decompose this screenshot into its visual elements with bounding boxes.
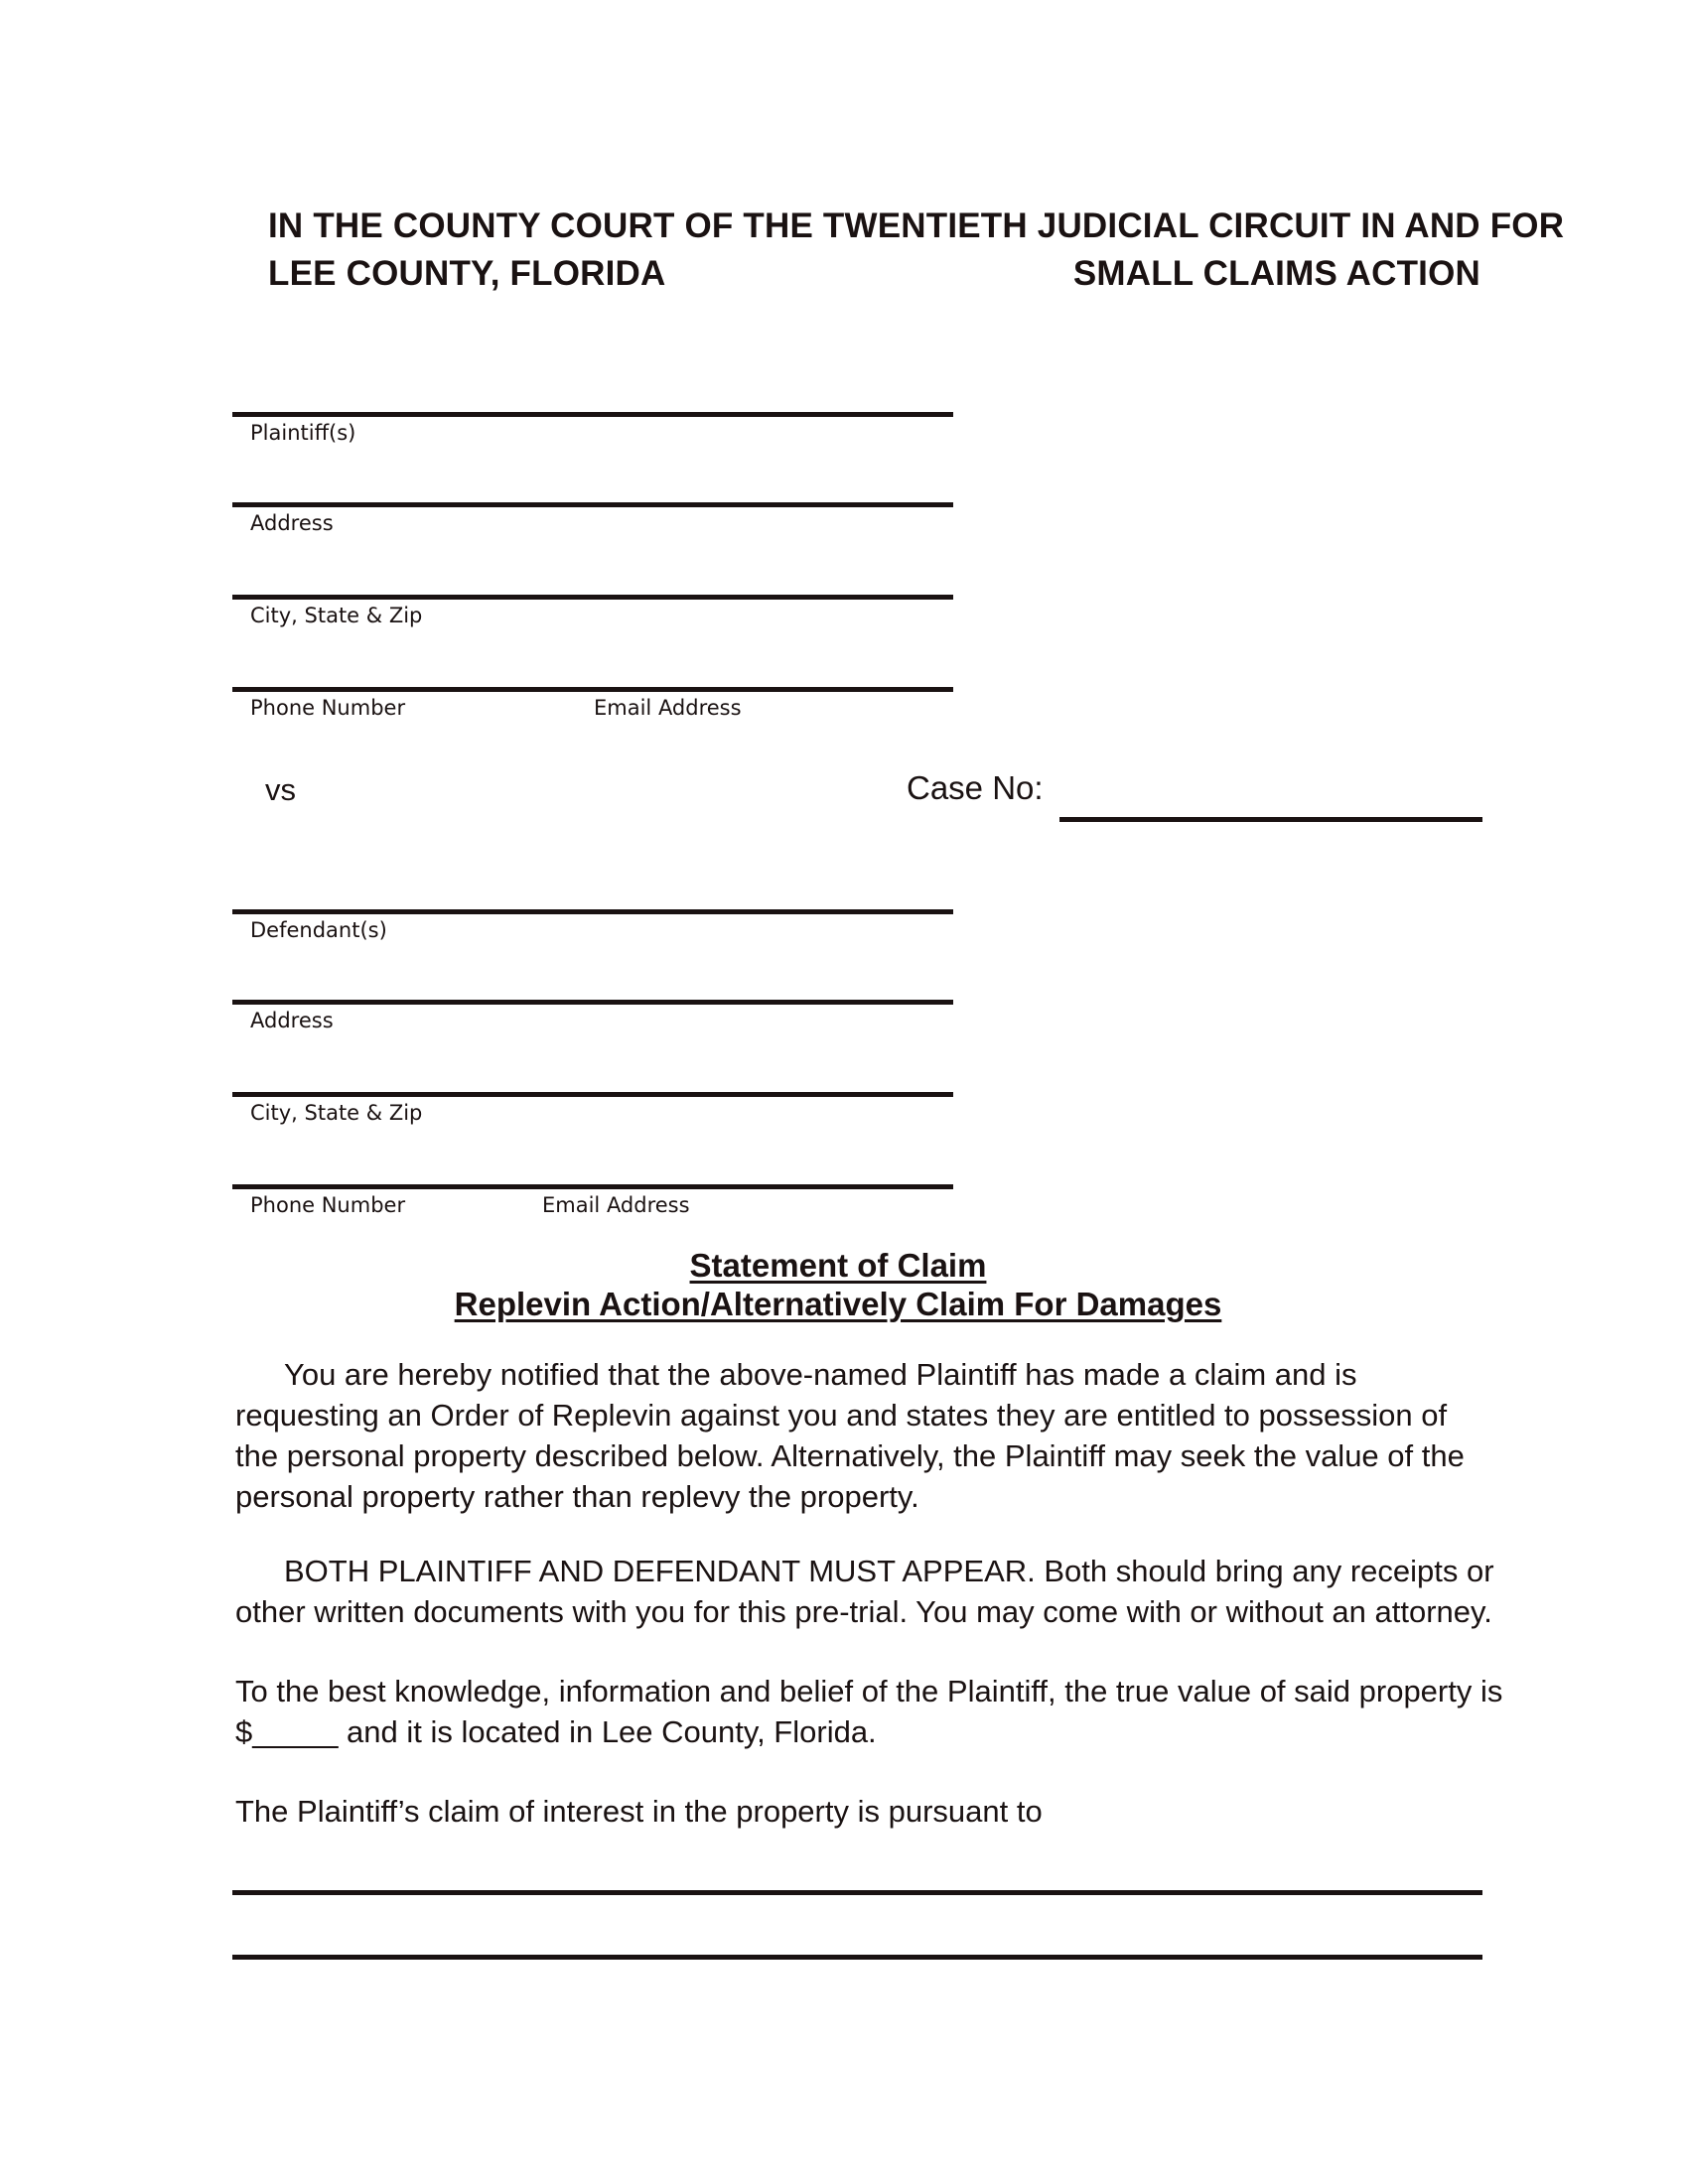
defendant-city-line[interactable] — [232, 1092, 953, 1097]
defendant-address-label: Address — [250, 1009, 334, 1032]
para2-line1: BOTH PLAINTIFF AND DEFENDANT MUST APPEAR. Both should bring any receipts or — [284, 1554, 1494, 1588]
plaintiff-name-line[interactable] — [232, 412, 953, 417]
para3-line1: To the best knowledge, information and belief of the Plaintiff, the true value of said property is — [235, 1674, 1503, 1708]
claim-interest-line-2[interactable] — [232, 1955, 1482, 1960]
plaintiff-city-label: City, State & Zip — [250, 604, 423, 627]
plaintiff-city-line[interactable] — [232, 595, 953, 600]
para1-line2: requesting an Order of Replevin against you and states they are entitled to possession of — [235, 1398, 1448, 1433]
defendant-name-line[interactable] — [232, 909, 953, 914]
defendant-email-label: Email Address — [542, 1193, 690, 1217]
statement-title: Statement of Claim — [689, 1247, 987, 1284]
defendant-city-label: City, State & Zip — [250, 1101, 423, 1125]
court-heading: IN THE COUNTY COURT OF THE TWENTIETH JUDICIAL CIRCUIT IN AND FOR — [268, 206, 1565, 245]
defendant-phone-label: Phone Number — [250, 1193, 406, 1217]
para1-line3: the personal property described below. Alternatively, the Plaintiff may seek the value of the — [235, 1438, 1465, 1473]
para2-line2: other written documents with you for this pre-trial. You may come with or without an attorney. — [235, 1594, 1492, 1629]
replevin-title: Replevin Action/Alternatively Claim For Damages — [454, 1286, 1222, 1322]
defendant-name-label: Defendant(s) — [250, 918, 387, 942]
defendant-phone-line[interactable] — [232, 1184, 953, 1189]
plaintiff-phone-label: Phone Number — [250, 696, 406, 720]
plaintiff-phone-line[interactable] — [232, 687, 953, 692]
versus-text: vs — [265, 772, 296, 807]
county-heading: LEE COUNTY, FLORIDA — [268, 254, 666, 293]
plaintiff-email-label: Email Address — [594, 696, 742, 720]
para1-line4: personal property rather than replevy the property. — [235, 1479, 919, 1514]
plaintiff-name-label: Plaintiff(s) — [250, 421, 356, 445]
case-no-label: Case No: — [907, 769, 1044, 806]
para1-line1: You are hereby notified that the above-named Plaintiff has made a claim and is — [284, 1357, 1357, 1392]
defendant-address-line[interactable] — [232, 1000, 953, 1005]
plaintiff-address-line[interactable] — [232, 502, 953, 507]
para3-line2: $_____ and it is located in Lee County, Florida. — [235, 1714, 877, 1749]
claim-interest-line-1[interactable] — [232, 1890, 1482, 1895]
case-no-line[interactable] — [1059, 817, 1482, 822]
action-heading: SMALL CLAIMS ACTION — [1072, 254, 1480, 293]
para4-text: The Plaintiff’s claim of interest in the property is pursuant to — [235, 1794, 1043, 1829]
plaintiff-address-label: Address — [250, 511, 334, 535]
